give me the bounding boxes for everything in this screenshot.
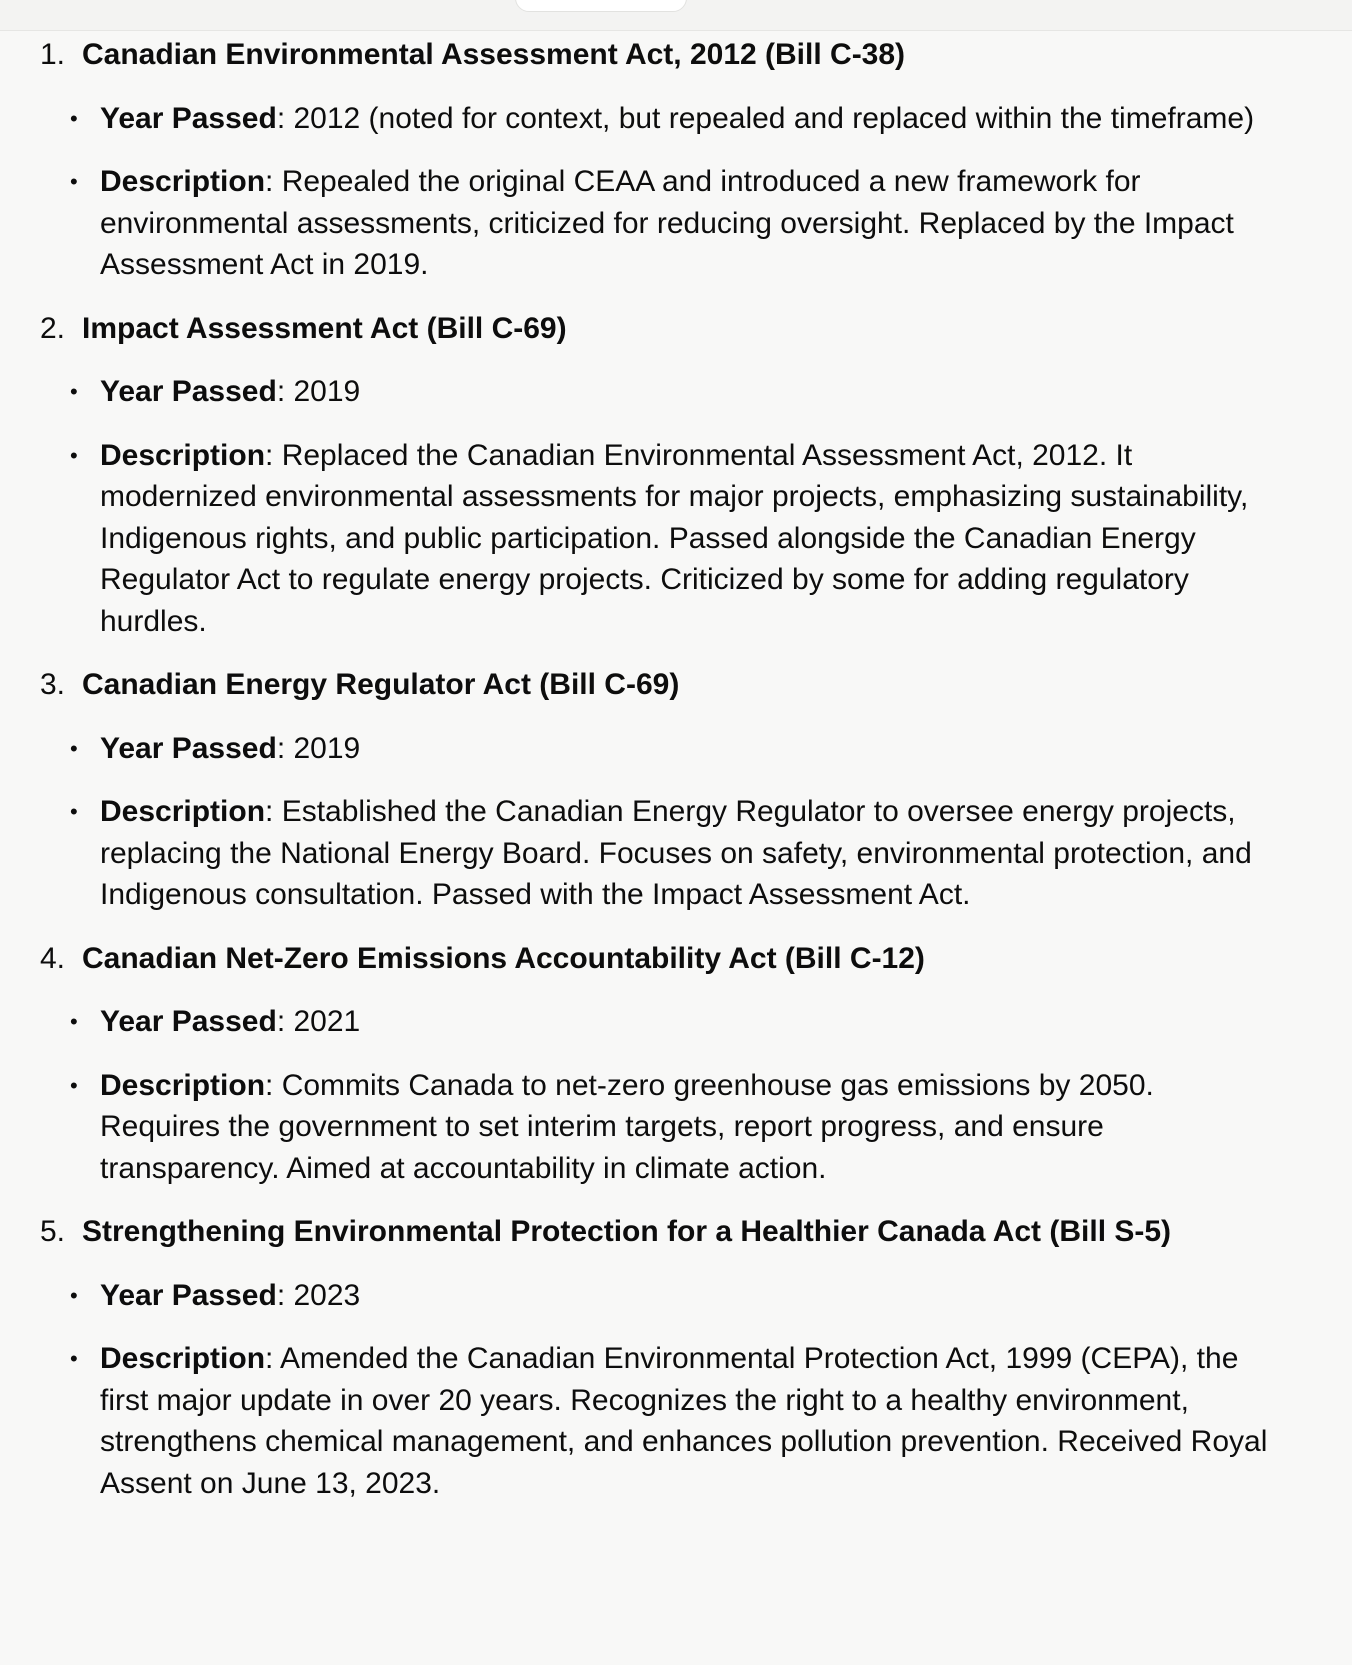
description-bullet [40, 1338, 1280, 1504]
header-button[interactable] [515, 0, 687, 12]
description-bullet [40, 435, 1280, 643]
description-bullet [40, 791, 1280, 916]
item-number: 2. [40, 311, 66, 345]
item-number: 4. [40, 941, 66, 975]
response-content [40, 34, 1280, 1526]
item-title: Impact Assessment Act (Bill C-69) [82, 311, 567, 345]
year-value: : 2019 [276, 375, 361, 408]
description-label: Description [100, 795, 266, 828]
item-details [40, 98, 1280, 286]
top-bar [0, 0, 1352, 31]
legislation-item [40, 34, 1280, 286]
item-title: Strengthening Environmental Protection for a Healthier Canada Act (Bill S-5) [82, 1215, 1172, 1248]
year-passed-bullet [40, 371, 1280, 413]
item-details [40, 1275, 1280, 1505]
description-label: Description [100, 165, 266, 198]
year-label: Year Passed [100, 1005, 277, 1038]
description-bullet [40, 161, 1280, 286]
description-value: : Commits Canada to net-zero greenhouse gas emissions by 2050. Requires the government to set interim targets, report progress, and ensure transparency. Aimed at accountability in climate action. [100, 1068, 1154, 1185]
year-label: Year Passed [100, 375, 277, 408]
item-details [40, 728, 1280, 916]
description-value: : Replaced the Canadian Environmental Assessment Act, 2012. It modernized environmental assessments for major projects, emphasizing sustainability, Indigenous rights, and public participation. Passed alongside the Canadian Energy Regulator Act to regulate energy projects. Criticized by some for adding regulatory hurdles. [100, 438, 1249, 638]
item-title: Canadian Energy Regulator Act (Bill C-69) [82, 668, 680, 701]
year-passed-bullet [40, 98, 1280, 140]
item-heading [40, 1211, 1280, 1253]
description-label: Description [100, 1068, 266, 1102]
legislation-item [40, 664, 1280, 916]
item-heading [40, 308, 1280, 350]
year-passed-bullet [40, 728, 1280, 770]
description-label: Description [100, 1342, 266, 1375]
item-number: 5. [40, 1215, 66, 1248]
item-heading [40, 664, 1280, 706]
legislation-list [40, 34, 1280, 1504]
year-value: : 2021 [276, 1005, 361, 1038]
item-details [40, 1001, 1280, 1189]
description-value: : Repealed the original CEAA and introduced a new framework for environmental assessments, criticized for reducing oversight. Replaced by the Impact Assessment Act in 2019. [100, 165, 1234, 281]
year-label: Year Passed [100, 1278, 277, 1312]
item-heading [40, 34, 1280, 76]
item-title: Canadian Net-Zero Emissions Accountability Act (Bill C-12) [82, 941, 925, 975]
year-label: Year Passed [100, 101, 277, 135]
description-value: : Amended the Canadian Environmental Protection Act, 1999 (CEPA), the first major update in over 20 years. Recognizes the right to a healthy environment, strengthens chemical management, and enhances pollution prevention. Received Royal Assent on June 13, 2023. [100, 1342, 1268, 1500]
description-bullet [40, 1065, 1280, 1190]
item-number: 3. [40, 668, 66, 701]
legislation-item [40, 1211, 1280, 1504]
year-value: : 2019 [276, 731, 361, 765]
item-details [40, 371, 1280, 642]
description-value: : Established the Canadian Energy Regulator to oversee energy projects, replacing the National Energy Board. Focuses on safety, environmental protection, and Indigenous consultation. Passed with the Impact Assessment Act. [100, 795, 1252, 911]
year-value: : 2012 (noted for context, but repealed and replaced within the timeframe) [276, 101, 1255, 135]
item-heading [40, 938, 1280, 980]
legislation-item [40, 308, 1280, 643]
year-passed-bullet [40, 1275, 1280, 1317]
year-passed-bullet [40, 1001, 1280, 1043]
year-value: : 2023 [276, 1278, 361, 1312]
legislation-item [40, 938, 1280, 1190]
year-label: Year Passed [100, 731, 277, 765]
item-title: Canadian Environmental Assessment Act, 2012 (Bill C-38) [82, 38, 906, 71]
description-label: Description [100, 438, 266, 472]
item-number: 1. [40, 38, 66, 71]
